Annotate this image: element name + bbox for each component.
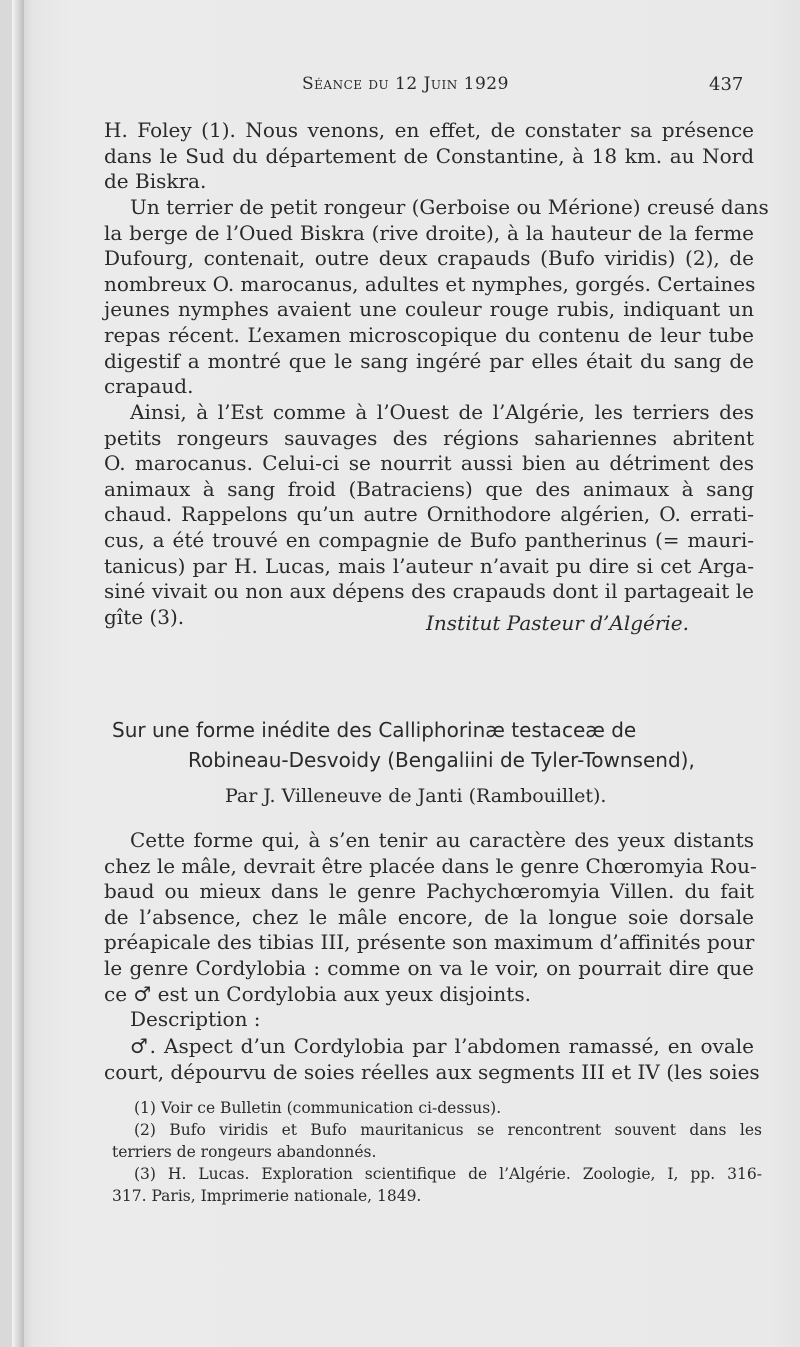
text-line: digestif a montré que le sang ingéré par elles était du sang de <box>104 348 754 373</box>
affiliation-signature: Institut Pasteur d’Algérie. <box>426 611 689 635</box>
text-line: le genre Cordylobia : comme on va le voir, on pourrait dire que <box>104 955 754 980</box>
title-line: Robineau-Desvoidy (Bengaliini de Tyler-Townsend), <box>188 748 695 772</box>
text-line: H. Foley (1). Nous venons, en effet, de constater sa présence <box>104 118 754 142</box>
text-line: baud ou mieux dans le genre Pachychœromyia Villen. du fait <box>104 879 754 904</box>
paragraph-3 <box>104 400 754 630</box>
paragraph-1 <box>104 118 754 195</box>
footnote: terriers de rongeurs abandonnés. <box>112 1143 377 1161</box>
text-line: animaux à sang froid (Batraciens) que des animaux à sang <box>104 476 754 501</box>
footnote: (2) Bufo viridis et Bufo mauritanicus se rencontrent souvent dans les <box>134 1121 762 1139</box>
page <box>12 0 800 1347</box>
description-heading: Description : <box>130 1007 261 1032</box>
article-title <box>112 715 762 775</box>
text-line: gîte (3). <box>104 604 185 629</box>
text-line: siné vivait ou non aux dépens des crapauds dont il partageait le <box>104 579 754 604</box>
text-line: de Biskra. <box>104 169 207 194</box>
title-line: Sur une forme inédite des Calliphorinæ testaceæ de <box>112 718 637 742</box>
text-line: ♂. Aspect d’un Cordylobia par l’abdomen ramassé, en ovale <box>130 1034 754 1058</box>
text-line: Un terrier de petit rongeur (Gerboise ou Mérione) creusé dans <box>130 195 769 219</box>
text-line: Ainsi, à l’Est comme à l’Ouest de l’Algérie, les terriers des <box>130 400 754 424</box>
text-line: petits rongeurs sauvages des régions sahariennes abritent <box>104 425 754 450</box>
text-line: la berge de l’Oued Biskra (rive droite), à la hauteur de la ferme <box>104 220 754 245</box>
text-line: court, dépourvu de soies réelles aux segments III et IV (les soies <box>104 1059 760 1084</box>
page-edge <box>12 0 24 1347</box>
text-line: dans le Sud du département de Constantine, à 18 km. au Nord <box>104 143 754 168</box>
text-line: chaud. Rappelons qu’un autre Ornithodore algérien, O. errati- <box>104 502 754 527</box>
page-number: 437 <box>709 74 744 95</box>
text-line: de l’absence, chez le mâle encore, de la longue soie dorsale <box>104 904 754 929</box>
text-line: O. marocanus. Celui-ci se nourrit aussi bien au détriment des <box>104 451 754 476</box>
text-line: jeunes nymphes avaient une couleur rouge rubis, indiquant un <box>104 297 754 322</box>
text-line: Dufourg, contenait, outre deux crapauds (Bufo viridis) (2), de <box>104 246 754 271</box>
text-line: ce ♂ est un Cordylobia aux yeux disjoints. <box>104 981 531 1006</box>
footnote: (1) Voir ce Bulletin (communication ci-dessus). <box>134 1099 502 1117</box>
footnote: (3) H. Lucas. Exploration scientifique de l’Algérie. Zoologie, I, pp. 316- <box>134 1165 762 1183</box>
text-line: repas récent. L’examen microscopique du contenu de leur tube <box>104 322 754 347</box>
paragraph-5 <box>104 1034 760 1085</box>
text-line: tanicus) par H. Lucas, mais l’auteur n’avait pu dire si cet Arga- <box>104 553 754 578</box>
text-line: Cette forme qui, à s’en tenir au caractère des yeux distants <box>130 828 754 852</box>
running-head-title: Séance du 12 Juin 1929 <box>302 74 509 94</box>
author-line: Par J. Villeneuve de Janti (Rambouillet). <box>225 785 607 807</box>
footnote: 317. Paris, Imprimerie nationale, 1849. <box>112 1187 422 1205</box>
text-line: chez le mâle, devrait être placée dans le genre Chœromyia Rou- <box>104 853 757 878</box>
paragraph-2 <box>104 195 769 400</box>
paragraph-4 <box>104 828 757 1033</box>
text-line: préapicale des tibias III, présente son maximum d’affinités pour <box>104 930 755 955</box>
footnotes <box>112 1097 762 1207</box>
text-line: crapaud. <box>104 374 194 399</box>
text-line: cus, a été trouvé en compagnie de Bufo pantherinus (= mauri- <box>104 527 754 552</box>
text-line: nombreux O. marocanus, adultes et nymphes, gorgés. Certaines <box>104 271 756 296</box>
running-head <box>12 74 800 100</box>
